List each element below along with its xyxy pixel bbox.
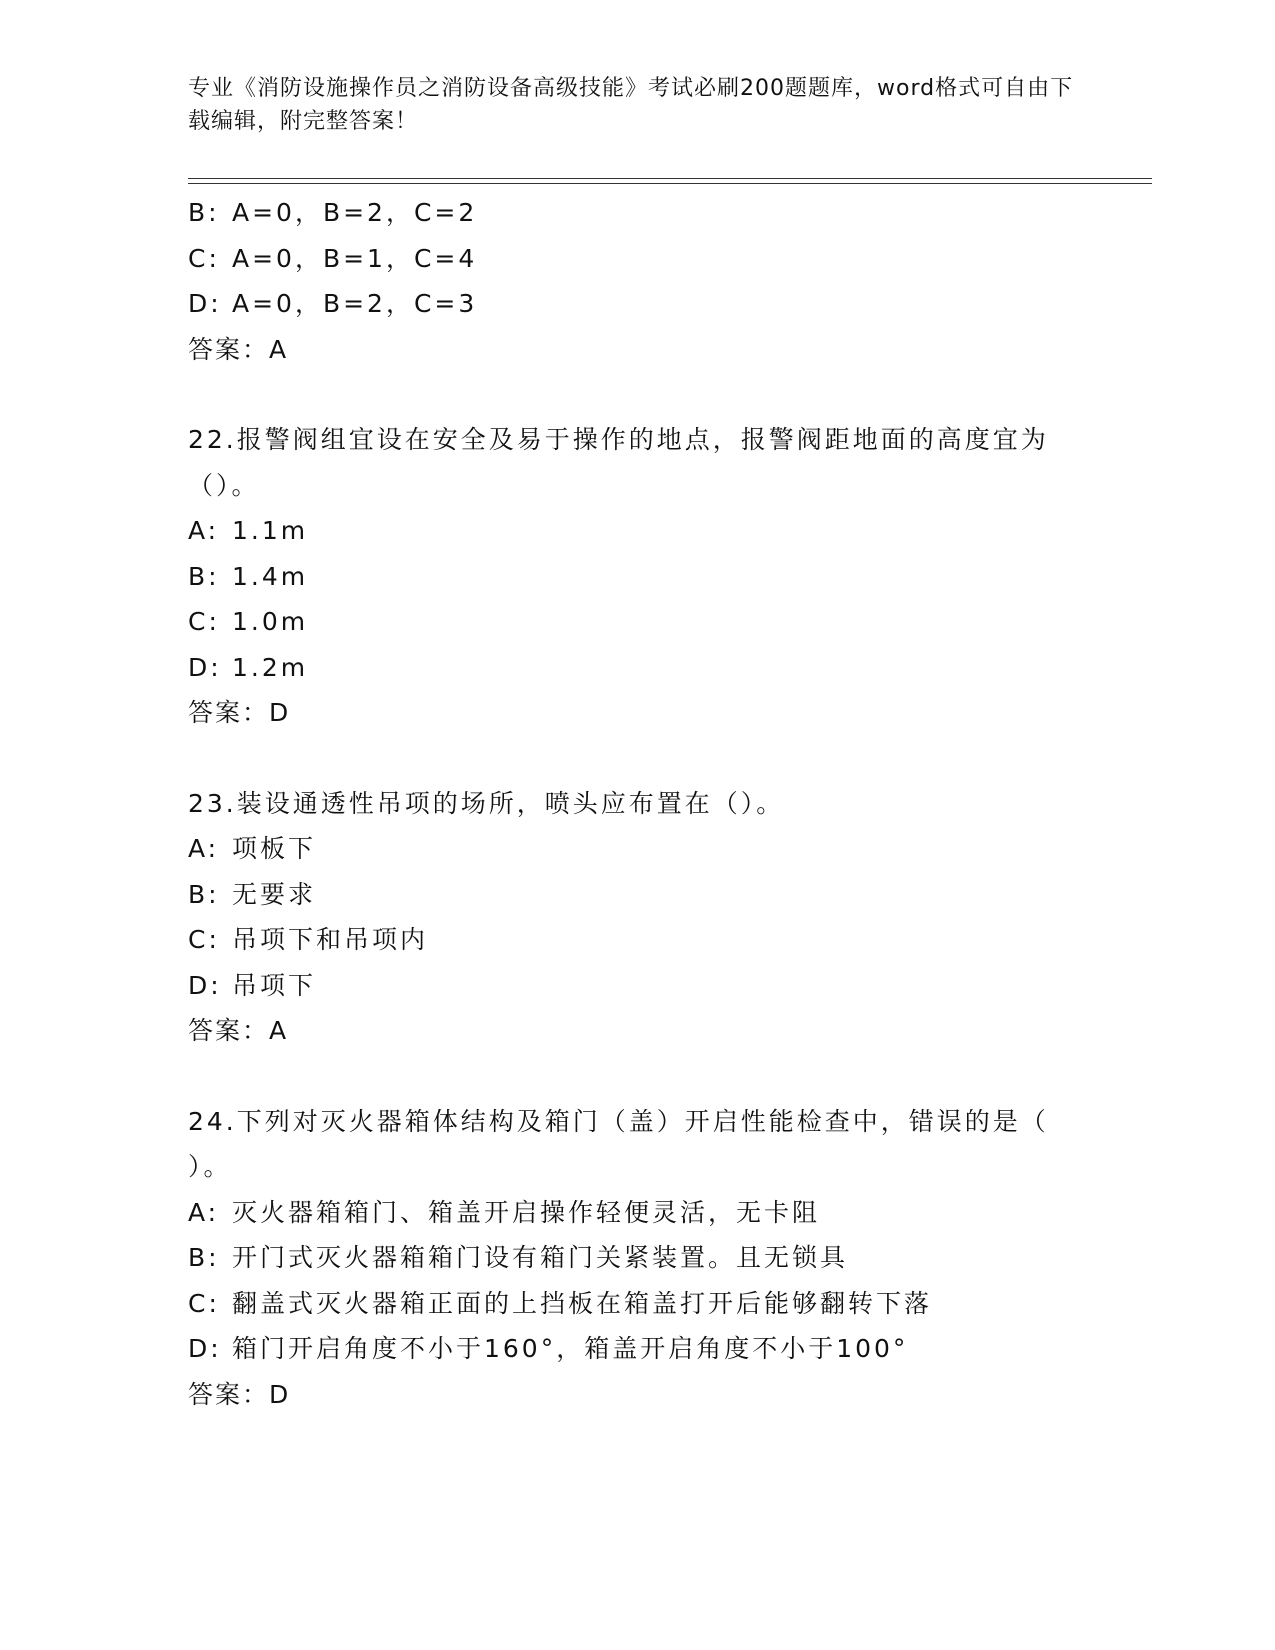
- question-stem-continued: ）。: [188, 1152, 232, 1181]
- option-line: [188, 872, 1088, 918]
- option-line: [188, 1281, 1088, 1327]
- option-prefix: C:: [188, 925, 220, 954]
- question-gap: [188, 372, 1088, 417]
- option-line: [188, 281, 1088, 327]
- option-text: 1.1m: [232, 516, 309, 545]
- option-text: A=0，B=2，C=2: [232, 198, 478, 227]
- option-prefix: B:: [188, 561, 220, 591]
- option-line: [188, 963, 1088, 1009]
- option-text: 1.2m: [232, 652, 309, 682]
- answer-line: 答案：A: [188, 334, 289, 364]
- option-prefix: D:: [188, 652, 222, 682]
- option-line: [188, 1190, 1088, 1236]
- question-stem: 23.装设通透性吊项的场所，喷头应布置在（）。: [188, 788, 785, 818]
- option-text: 1.0m: [232, 607, 309, 636]
- option-prefix: B:: [188, 198, 220, 227]
- option-text: A=0，B=1，C=4: [232, 243, 478, 273]
- option-prefix: A:: [188, 1197, 220, 1227]
- option-prefix: C:: [188, 1288, 220, 1318]
- option-prefix: C:: [188, 243, 220, 273]
- answer-line: 答案：D: [188, 698, 291, 727]
- option-line: [188, 554, 1088, 600]
- header-rule-bottom: [188, 183, 1152, 184]
- question-stem-continued: （）。: [188, 470, 260, 500]
- option-text: 箱门开启角度不小于160°，箱盖开启角度不小于100°: [232, 1334, 909, 1363]
- option-text: 1.4m: [232, 561, 309, 591]
- option-line: [188, 645, 1088, 691]
- option-line: [188, 1235, 1088, 1281]
- question-stem: 22.报警阀组宜设在安全及易于操作的地点，报警阀距地面的高度宜为: [188, 425, 1049, 454]
- option-line: [188, 236, 1088, 282]
- option-prefix: C:: [188, 607, 220, 636]
- option-prefix: D:: [188, 1334, 222, 1363]
- option-text: 灭火器箱箱门、箱盖开启操作轻便灵活，无卡阻: [232, 1197, 821, 1227]
- question-gap: [188, 1054, 1088, 1099]
- option-text: 吊项下和吊项内: [232, 925, 429, 954]
- option-line: [188, 917, 1088, 963]
- option-prefix: B:: [188, 1243, 220, 1272]
- option-prefix: A:: [188, 834, 220, 863]
- option-prefix: A:: [188, 516, 220, 545]
- option-line: [188, 508, 1088, 554]
- option-line: [188, 190, 1088, 236]
- option-prefix: D:: [188, 289, 222, 318]
- option-text: 无要求: [232, 879, 317, 909]
- option-text: 项板下: [232, 834, 317, 863]
- question-gap: [188, 736, 1088, 781]
- option-prefix: B:: [188, 879, 220, 909]
- option-text: 开门式灭火器箱箱门设有箱门关紧装置。且无锁具: [232, 1243, 849, 1272]
- option-line: [188, 1326, 1088, 1372]
- answer-line: 答案：A: [188, 1016, 289, 1045]
- question-stem: 24.下列对灭火器箱体结构及箱门（盖）开启性能检查中，错误的是（: [188, 1106, 1049, 1136]
- option-text: A=0，B=2，C=3: [232, 289, 478, 318]
- option-prefix: D:: [188, 970, 222, 1000]
- answer-line: 答案：D: [188, 1379, 291, 1409]
- document-header: 专业《消防设施操作员之消防设备高级技能》考试必刷200题题库，word格式可自由下载编辑，附完整答案！: [188, 76, 1074, 134]
- header-rule-top: [188, 178, 1152, 179]
- question-content: [188, 190, 1088, 1417]
- option-text: 翻盖式灭火器箱正面的上挡板在箱盖打开后能够翻转下落: [232, 1288, 933, 1318]
- option-text: 吊项下: [232, 970, 317, 1000]
- option-line: [188, 599, 1088, 645]
- option-line: [188, 826, 1088, 872]
